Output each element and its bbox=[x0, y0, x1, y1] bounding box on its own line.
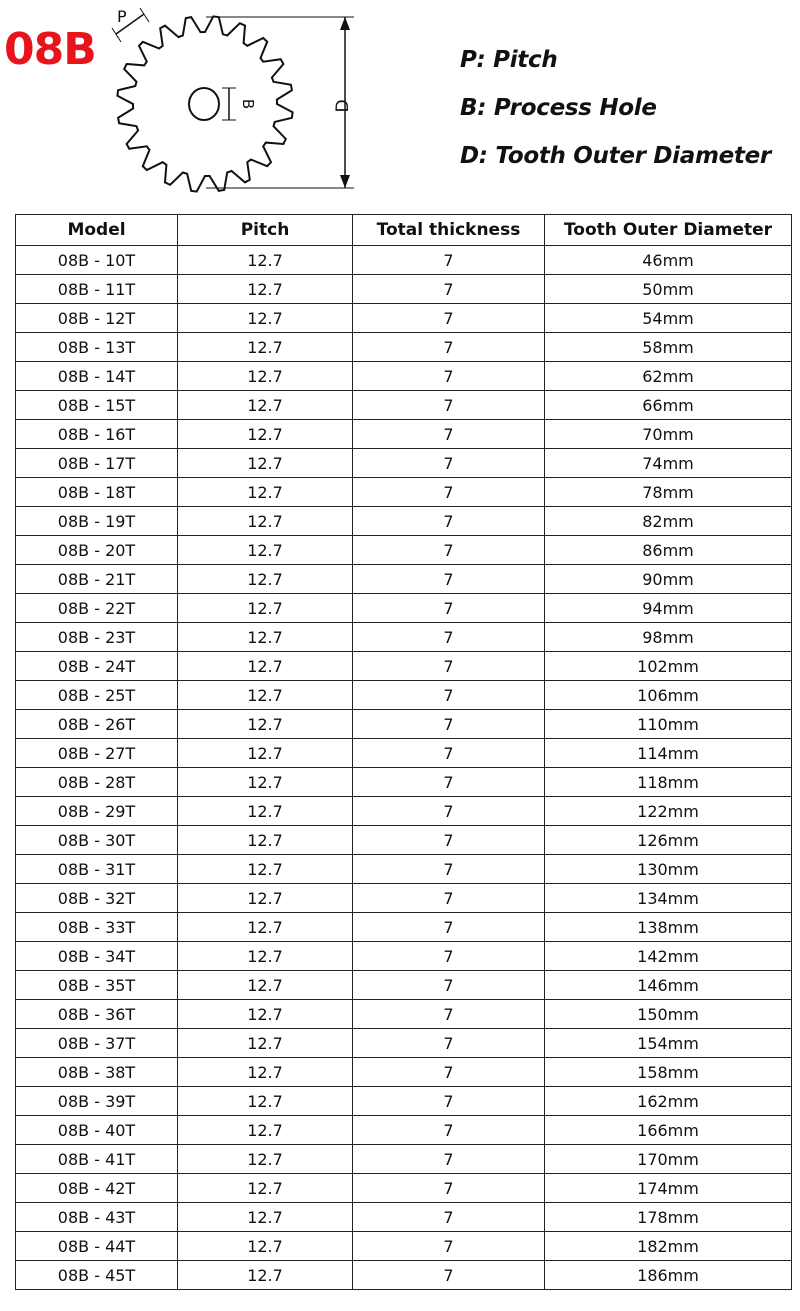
cell-diameter: 170mm bbox=[545, 1145, 792, 1174]
cell-model: 08B - 21T bbox=[16, 565, 178, 594]
table-row bbox=[16, 362, 792, 391]
cell-model: 08B - 12T bbox=[16, 304, 178, 333]
cell-pitch: 12.7 bbox=[178, 1116, 353, 1145]
cell-pitch: 12.7 bbox=[178, 1145, 353, 1174]
legend bbox=[460, 40, 771, 184]
table-row bbox=[16, 1232, 792, 1261]
cell-diameter: 122mm bbox=[545, 797, 792, 826]
table-row bbox=[16, 710, 792, 739]
cell-pitch: 12.7 bbox=[178, 594, 353, 623]
table-row bbox=[16, 739, 792, 768]
cell-diameter: 102mm bbox=[545, 652, 792, 681]
table-row bbox=[16, 681, 792, 710]
cell-diameter: 90mm bbox=[545, 565, 792, 594]
cell-pitch: 12.7 bbox=[178, 1000, 353, 1029]
cell-thickness: 7 bbox=[353, 1203, 545, 1232]
table-row bbox=[16, 913, 792, 942]
cell-diameter: 162mm bbox=[545, 1087, 792, 1116]
cell-diameter: 134mm bbox=[545, 884, 792, 913]
cell-diameter: 158mm bbox=[545, 1058, 792, 1087]
cell-thickness: 7 bbox=[353, 652, 545, 681]
table-row bbox=[16, 478, 792, 507]
cell-diameter: 126mm bbox=[545, 826, 792, 855]
cell-model: 08B - 32T bbox=[16, 884, 178, 913]
table-row bbox=[16, 942, 792, 971]
cell-thickness: 7 bbox=[353, 768, 545, 797]
table-row bbox=[16, 797, 792, 826]
table-row bbox=[16, 768, 792, 797]
table-header-row bbox=[16, 215, 792, 246]
cell-pitch: 12.7 bbox=[178, 1261, 353, 1290]
cell-pitch: 12.7 bbox=[178, 246, 353, 275]
cell-diameter: 70mm bbox=[545, 420, 792, 449]
sprocket-diagram bbox=[0, 0, 430, 205]
cell-diameter: 54mm bbox=[545, 304, 792, 333]
table-row bbox=[16, 855, 792, 884]
cell-pitch: 12.7 bbox=[178, 971, 353, 1000]
cell-pitch: 12.7 bbox=[178, 681, 353, 710]
cell-thickness: 7 bbox=[353, 797, 545, 826]
cell-diameter: 178mm bbox=[545, 1203, 792, 1232]
cell-model: 08B - 36T bbox=[16, 1000, 178, 1029]
table-row bbox=[16, 623, 792, 652]
cell-diameter: 166mm bbox=[545, 1116, 792, 1145]
cell-model: 08B - 38T bbox=[16, 1058, 178, 1087]
cell-thickness: 7 bbox=[353, 1000, 545, 1029]
pitch-label: P bbox=[117, 7, 127, 26]
table-row bbox=[16, 594, 792, 623]
model-code-title: 08B bbox=[4, 24, 96, 75]
column-header-pitch: Pitch bbox=[178, 215, 353, 246]
cell-model: 08B - 25T bbox=[16, 681, 178, 710]
cell-model: 08B - 14T bbox=[16, 362, 178, 391]
cell-pitch: 12.7 bbox=[178, 1029, 353, 1058]
cell-thickness: 7 bbox=[353, 1145, 545, 1174]
cell-pitch: 12.7 bbox=[178, 1058, 353, 1087]
cell-model: 08B - 37T bbox=[16, 1029, 178, 1058]
cell-diameter: 114mm bbox=[545, 739, 792, 768]
spec-table bbox=[15, 214, 792, 1290]
cell-model: 08B - 33T bbox=[16, 913, 178, 942]
cell-diameter: 142mm bbox=[545, 942, 792, 971]
cell-diameter: 66mm bbox=[545, 391, 792, 420]
table-row bbox=[16, 391, 792, 420]
cell-diameter: 118mm bbox=[545, 768, 792, 797]
legend-process-hole: B: Process Hole bbox=[460, 95, 657, 121]
cell-thickness: 7 bbox=[353, 1029, 545, 1058]
cell-pitch: 12.7 bbox=[178, 304, 353, 333]
cell-thickness: 7 bbox=[353, 391, 545, 420]
cell-model: 08B - 31T bbox=[16, 855, 178, 884]
table-row bbox=[16, 1174, 792, 1203]
cell-pitch: 12.7 bbox=[178, 884, 353, 913]
cell-thickness: 7 bbox=[353, 971, 545, 1000]
cell-pitch: 12.7 bbox=[178, 913, 353, 942]
cell-pitch: 12.7 bbox=[178, 942, 353, 971]
cell-diameter: 186mm bbox=[545, 1261, 792, 1290]
cell-thickness: 7 bbox=[353, 478, 545, 507]
cell-model: 08B - 11T bbox=[16, 275, 178, 304]
cell-thickness: 7 bbox=[353, 304, 545, 333]
cell-diameter: 182mm bbox=[545, 1232, 792, 1261]
table-row bbox=[16, 304, 792, 333]
cell-model: 08B - 15T bbox=[16, 391, 178, 420]
cell-thickness: 7 bbox=[353, 275, 545, 304]
cell-pitch: 12.7 bbox=[178, 739, 353, 768]
cell-diameter: 98mm bbox=[545, 623, 792, 652]
table-row bbox=[16, 652, 792, 681]
cell-pitch: 12.7 bbox=[178, 1087, 353, 1116]
cell-thickness: 7 bbox=[353, 1058, 545, 1087]
cell-thickness: 7 bbox=[353, 1116, 545, 1145]
table-row bbox=[16, 536, 792, 565]
cell-thickness: 7 bbox=[353, 710, 545, 739]
cell-pitch: 12.7 bbox=[178, 1232, 353, 1261]
table-row bbox=[16, 1000, 792, 1029]
cell-pitch: 12.7 bbox=[178, 710, 353, 739]
cell-model: 08B - 35T bbox=[16, 971, 178, 1000]
cell-pitch: 12.7 bbox=[178, 826, 353, 855]
cell-thickness: 7 bbox=[353, 420, 545, 449]
cell-pitch: 12.7 bbox=[178, 652, 353, 681]
table-row bbox=[16, 1087, 792, 1116]
cell-thickness: 7 bbox=[353, 1232, 545, 1261]
cell-model: 08B - 39T bbox=[16, 1087, 178, 1116]
cell-pitch: 12.7 bbox=[178, 536, 353, 565]
cell-thickness: 7 bbox=[353, 826, 545, 855]
cell-pitch: 12.7 bbox=[178, 275, 353, 304]
table-row bbox=[16, 507, 792, 536]
cell-diameter: 94mm bbox=[545, 594, 792, 623]
cell-pitch: 12.7 bbox=[178, 623, 353, 652]
cell-diameter: 138mm bbox=[545, 913, 792, 942]
cell-thickness: 7 bbox=[353, 855, 545, 884]
table-row bbox=[16, 826, 792, 855]
cell-model: 08B - 41T bbox=[16, 1145, 178, 1174]
cell-model: 08B - 40T bbox=[16, 1116, 178, 1145]
legend-outer-diameter: D: Tooth Outer Diameter bbox=[460, 143, 771, 169]
table-row bbox=[16, 1145, 792, 1174]
cell-pitch: 12.7 bbox=[178, 768, 353, 797]
cell-model: 08B - 44T bbox=[16, 1232, 178, 1261]
cell-model: 08B - 34T bbox=[16, 942, 178, 971]
cell-thickness: 7 bbox=[353, 913, 545, 942]
table-row bbox=[16, 971, 792, 1000]
cell-diameter: 82mm bbox=[545, 507, 792, 536]
cell-thickness: 7 bbox=[353, 246, 545, 275]
cell-diameter: 58mm bbox=[545, 333, 792, 362]
cell-diameter: 174mm bbox=[545, 1174, 792, 1203]
cell-pitch: 12.7 bbox=[178, 362, 353, 391]
cell-diameter: 150mm bbox=[545, 1000, 792, 1029]
cell-diameter: 46mm bbox=[545, 246, 792, 275]
legend-pitch: P: Pitch bbox=[460, 47, 558, 73]
cell-pitch: 12.7 bbox=[178, 449, 353, 478]
cell-model: 08B - 13T bbox=[16, 333, 178, 362]
cell-diameter: 86mm bbox=[545, 536, 792, 565]
cell-model: 08B - 10T bbox=[16, 246, 178, 275]
table-row bbox=[16, 420, 792, 449]
cell-thickness: 7 bbox=[353, 1174, 545, 1203]
cell-thickness: 7 bbox=[353, 1087, 545, 1116]
process-hole bbox=[189, 88, 219, 120]
cell-pitch: 12.7 bbox=[178, 855, 353, 884]
cell-thickness: 7 bbox=[353, 536, 545, 565]
cell-model: 08B - 42T bbox=[16, 1174, 178, 1203]
cell-pitch: 12.7 bbox=[178, 565, 353, 594]
table-row bbox=[16, 1116, 792, 1145]
table-row bbox=[16, 884, 792, 913]
column-header-thickness: Total thickness bbox=[353, 215, 545, 246]
cell-pitch: 12.7 bbox=[178, 507, 353, 536]
cell-pitch: 12.7 bbox=[178, 391, 353, 420]
cell-thickness: 7 bbox=[353, 565, 545, 594]
cell-pitch: 12.7 bbox=[178, 1203, 353, 1232]
table-row bbox=[16, 1203, 792, 1232]
cell-model: 08B - 26T bbox=[16, 710, 178, 739]
cell-thickness: 7 bbox=[353, 681, 545, 710]
cell-diameter: 154mm bbox=[545, 1029, 792, 1058]
cell-diameter: 106mm bbox=[545, 681, 792, 710]
cell-model: 08B - 18T bbox=[16, 478, 178, 507]
cell-model: 08B - 23T bbox=[16, 623, 178, 652]
cell-thickness: 7 bbox=[353, 623, 545, 652]
cell-thickness: 7 bbox=[353, 884, 545, 913]
column-header-model: Model bbox=[16, 215, 178, 246]
cell-pitch: 12.7 bbox=[178, 797, 353, 826]
diameter-label: D bbox=[333, 99, 353, 113]
cell-model: 08B - 20T bbox=[16, 536, 178, 565]
cell-thickness: 7 bbox=[353, 449, 545, 478]
table-row bbox=[16, 565, 792, 594]
table-row bbox=[16, 449, 792, 478]
cell-model: 08B - 45T bbox=[16, 1261, 178, 1290]
cell-diameter: 62mm bbox=[545, 362, 792, 391]
table-row bbox=[16, 1261, 792, 1290]
cell-pitch: 12.7 bbox=[178, 420, 353, 449]
cell-pitch: 12.7 bbox=[178, 1174, 353, 1203]
cell-model: 08B - 22T bbox=[16, 594, 178, 623]
cell-diameter: 110mm bbox=[545, 710, 792, 739]
cell-diameter: 74mm bbox=[545, 449, 792, 478]
table-row bbox=[16, 275, 792, 304]
cell-diameter: 50mm bbox=[545, 275, 792, 304]
cell-pitch: 12.7 bbox=[178, 478, 353, 507]
cell-model: 08B - 28T bbox=[16, 768, 178, 797]
cell-model: 08B - 17T bbox=[16, 449, 178, 478]
cell-diameter: 146mm bbox=[545, 971, 792, 1000]
cell-diameter: 78mm bbox=[545, 478, 792, 507]
cell-diameter: 130mm bbox=[545, 855, 792, 884]
cell-model: 08B - 19T bbox=[16, 507, 178, 536]
cell-thickness: 7 bbox=[353, 507, 545, 536]
cell-model: 08B - 29T bbox=[16, 797, 178, 826]
hole-label: B bbox=[239, 98, 257, 110]
cell-thickness: 7 bbox=[353, 739, 545, 768]
cell-pitch: 12.7 bbox=[178, 333, 353, 362]
cell-thickness: 7 bbox=[353, 333, 545, 362]
cell-model: 08B - 43T bbox=[16, 1203, 178, 1232]
cell-model: 08B - 24T bbox=[16, 652, 178, 681]
cell-model: 08B - 16T bbox=[16, 420, 178, 449]
table-row bbox=[16, 333, 792, 362]
cell-model: 08B - 27T bbox=[16, 739, 178, 768]
cell-thickness: 7 bbox=[353, 942, 545, 971]
cell-thickness: 7 bbox=[353, 1261, 545, 1290]
table-row bbox=[16, 1029, 792, 1058]
column-header-diameter: Tooth Outer Diameter bbox=[545, 215, 792, 246]
table-row bbox=[16, 1058, 792, 1087]
table-row bbox=[16, 246, 792, 275]
cell-model: 08B - 30T bbox=[16, 826, 178, 855]
cell-thickness: 7 bbox=[353, 594, 545, 623]
cell-thickness: 7 bbox=[353, 362, 545, 391]
